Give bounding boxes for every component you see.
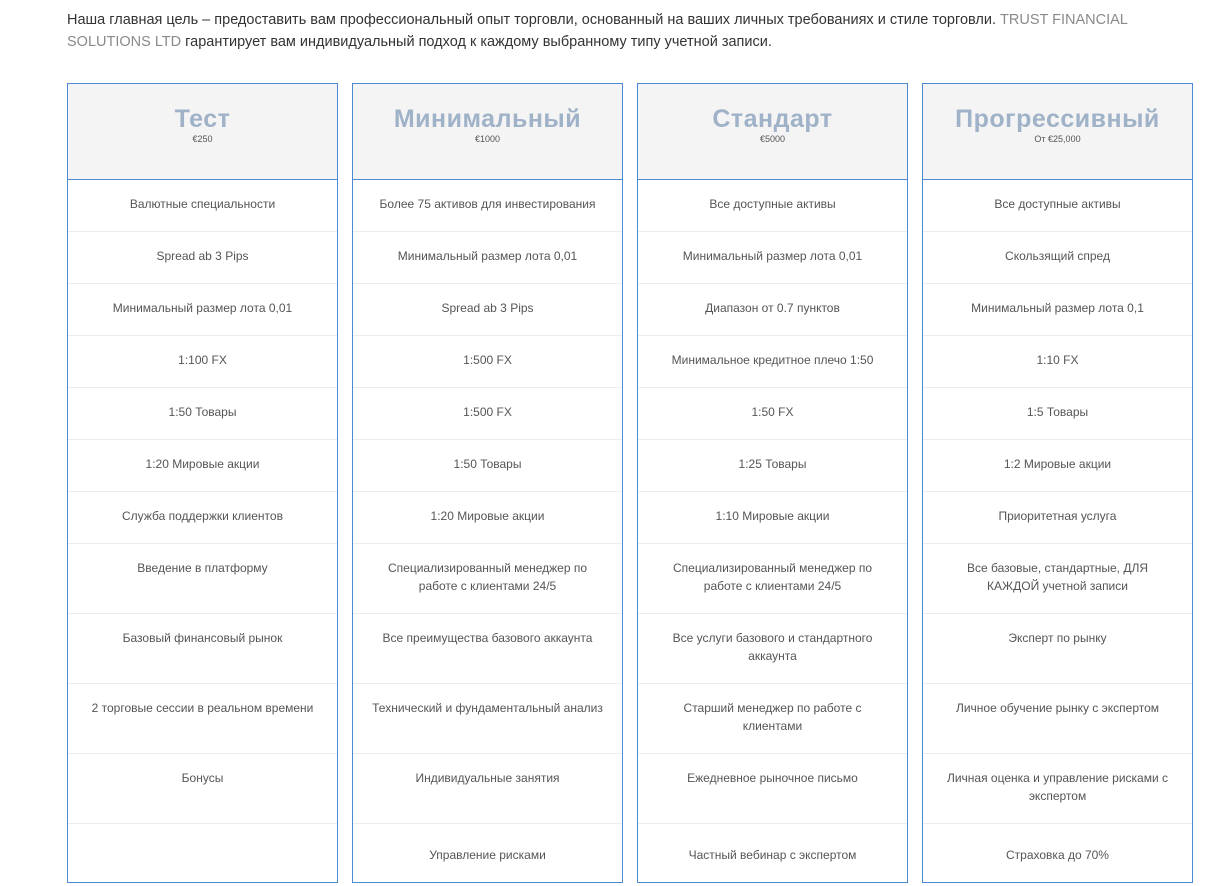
plan-feature-row: Диапазон от 0.7 пунктов — [638, 284, 907, 336]
plan-feature-row: 1:25 Товары — [638, 440, 907, 492]
plan-feature-row: Все услуги базового и стандартного аккаунта — [638, 614, 907, 684]
plan-price: €5000 — [759, 134, 786, 144]
plan-feature-row — [68, 824, 337, 883]
plan-feature-row: Личная оценка и управление рисками с экспертом — [923, 754, 1192, 824]
plan-feature-row: 1:20 Мировые акции — [353, 492, 622, 544]
intro-text-tail: гарантирует вам индивидуальный подход к каждому выбранному типу учетной записи. — [185, 34, 772, 50]
plan-feature-row: Служба поддержки клиентов — [68, 492, 337, 544]
plan-feature-row: Управление рисками — [429, 848, 546, 862]
plan-card-test — [67, 83, 338, 883]
plan-feature-row: Индивидуальные занятия — [353, 754, 622, 824]
plan-feature-row: 1:50 Товары — [68, 388, 337, 440]
plan-header — [638, 84, 907, 180]
plan-feature-row: Страховка до 70% — [1006, 848, 1109, 862]
plan-feature-row: Более 75 активов для инвестирования — [353, 180, 622, 232]
plan-feature-row: Базовый финансовый рынок — [68, 614, 337, 684]
plan-name: Прогрессивный — [955, 105, 1160, 133]
plan-feature-row: Старший менеджер по работе с клиентами — [638, 684, 907, 754]
plan-feature-row: Минимальное кредитное плечо 1:50 — [638, 336, 907, 388]
plan-feature-row: Частный вебинар с экспертом — [688, 848, 857, 862]
plan-feature-row: 1:10 FX — [923, 336, 1192, 388]
plan-feature-row: Эксперт по рынку — [923, 614, 1192, 684]
plan-feature-row: Все доступные активы — [638, 180, 907, 232]
plan-feature-row: Spread ab 3 Pips — [68, 232, 337, 284]
plan-name: Тест — [174, 105, 231, 133]
plan-feature-row: Приоритетная услуга — [923, 492, 1192, 544]
plan-feature-row: Все базовые, стандартные, ДЛЯ КАЖДОЙ учетной записи — [923, 544, 1192, 614]
plan-price: От €25,000 — [1034, 134, 1081, 144]
plan-feature-row: 1:50 Товары — [353, 440, 622, 492]
plan-header — [353, 84, 622, 180]
plan-feature-row: 1:500 FX — [353, 388, 622, 440]
plan-feature-row: Бонусы — [68, 754, 337, 824]
intro-paragraph — [67, 9, 1167, 53]
plan-price: €250 — [192, 134, 213, 144]
plan-feature-row: Минимальный размер лота 0,01 — [638, 232, 907, 284]
plan-feature-row: Минимальный размер лота 0,01 — [353, 232, 622, 284]
plan-card-progressive — [922, 83, 1193, 883]
plan-feature-row: 1:10 Мировые акции — [638, 492, 907, 544]
plan-card-minimal — [352, 83, 623, 883]
plan-feature-row: 1:100 FX — [68, 336, 337, 388]
plan-price: €1000 — [474, 134, 501, 144]
plan-feature-row: Личное обучение рынку с экспертом — [923, 684, 1192, 754]
plan-feature-row: Специализированный менеджер по работе с клиентами 24/5 — [353, 544, 622, 614]
intro-text: Наша главная цель – предоставить вам профессиональный опыт торговли, основанный на ваших личных требованиях и стиле торговли. — [67, 12, 996, 28]
plan-feature-row: Минимальный размер лота 0,1 — [923, 284, 1192, 336]
plan-feature-row: Все доступные активы — [923, 180, 1192, 232]
plan-feature-row: Все преимущества базового аккаунта — [353, 614, 622, 684]
plan-feature-row: Минимальный размер лота 0,01 — [68, 284, 337, 336]
plan-feature-row: Скользящий спред — [923, 232, 1192, 284]
plan-feature-row: 1:50 FX — [638, 388, 907, 440]
plan-name: Стандарт — [712, 105, 833, 133]
plan-header — [923, 84, 1192, 180]
plan-feature-row: Ежедневное рыночное письмо — [638, 754, 907, 824]
plan-feature-row: 1:20 Мировые акции — [68, 440, 337, 492]
plan-feature-row: 1:500 FX — [353, 336, 622, 388]
plan-feature-row: Специализированный менеджер по работе с клиентами 24/5 — [638, 544, 907, 614]
plan-feature-row: Введение в платформу — [68, 544, 337, 614]
plan-feature-row: 1:2 Мировые акции — [923, 440, 1192, 492]
plan-feature-row: Spread ab 3 Pips — [353, 284, 622, 336]
plan-feature-row: Технический и фундаментальный анализ — [353, 684, 622, 754]
plan-name: Минимальный — [393, 105, 582, 133]
plan-header — [68, 84, 337, 180]
company-name: TRUST FINANCIAL SOLUTIONS LTD — [67, 12, 1128, 50]
plan-feature-row: Валютные специальности — [68, 180, 337, 232]
plan-feature-row: 2 торговые сессии в реальном времени — [68, 684, 337, 754]
plan-card-standard — [637, 83, 908, 883]
plan-feature-row: 1:5 Товары — [923, 388, 1192, 440]
